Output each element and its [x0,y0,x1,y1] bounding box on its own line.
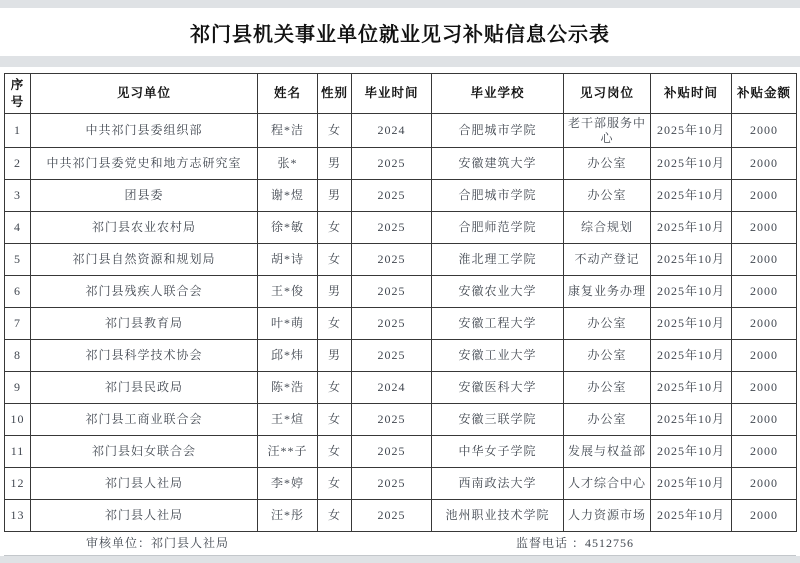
table-cell: 2025 [352,500,432,532]
column-header: 毕业学校 [432,74,564,114]
table-row [5,468,797,500]
middle-gray-strip [0,56,800,67]
table-cell: 老干部服务中心 [564,114,651,148]
table-cell: 办公室 [564,148,651,180]
table-cell: 2025 [352,180,432,212]
table-cell: 2025年10月 [651,372,732,404]
table-cell: 叶*萌 [258,308,318,340]
table-cell: 2025年10月 [651,114,732,148]
table-cell: 发展与权益部 [564,436,651,468]
table-cell: 综合规划 [564,212,651,244]
table-cell: 1 [5,114,31,148]
table-cell: 祁门县妇女联合会 [31,436,258,468]
table-cell: 祁门县教育局 [31,308,258,340]
table-cell: 女 [318,212,352,244]
table-cell: 女 [318,436,352,468]
column-header: 姓名 [258,74,318,114]
table-cell: 邱*炜 [258,340,318,372]
table-cell: 2025年10月 [651,148,732,180]
column-header: 补贴时间 [651,74,732,114]
table-cell: 徐*敏 [258,212,318,244]
table-cell: 2000 [732,114,797,148]
column-header: 毕业时间 [352,74,432,114]
table-cell: 2000 [732,308,797,340]
table-cell: 安徽建筑大学 [432,148,564,180]
table-cell: 女 [318,500,352,532]
table-cell: 3 [5,180,31,212]
table-row [5,180,797,212]
table-cell: 2025年10月 [651,276,732,308]
table-cell: 团县委 [31,180,258,212]
table-cell: 11 [5,436,31,468]
table-cell: 2000 [732,244,797,276]
table-cell: 2025 [352,436,432,468]
table-cell: 2025年10月 [651,180,732,212]
table-row [5,276,797,308]
table-cell: 安徽工程大学 [432,308,564,340]
table-cell: 8 [5,340,31,372]
table-cell: 安徽三联学院 [432,404,564,436]
top-gray-strip [0,0,800,8]
table-cell: 2000 [732,468,797,500]
table-cell: 祁门县民政局 [31,372,258,404]
table-cell: 2000 [732,500,797,532]
table-row [5,340,797,372]
table-cell: 谢*煜 [258,180,318,212]
table-header-row [5,74,797,114]
table-cell: 康复业务办理 [564,276,651,308]
table-cell: 中华女子学院 [432,436,564,468]
table-row [5,436,797,468]
table-cell: 女 [318,468,352,500]
table-row [5,114,797,148]
table-cell: 13 [5,500,31,532]
table-cell: 2024 [352,114,432,148]
table-cell: 女 [318,244,352,276]
table-cell: 汪**子 [258,436,318,468]
table-cell: 女 [318,372,352,404]
table-cell: 安徽农业大学 [432,276,564,308]
table-cell: 2025年10月 [651,500,732,532]
table-cell: 男 [318,180,352,212]
table-cell: 2025年10月 [651,340,732,372]
table-cell: 人才综合中心 [564,468,651,500]
table-cell: 女 [318,114,352,148]
table-cell: 女 [318,308,352,340]
table-row [5,212,797,244]
page-title: 祁门县机关事业单位就业见习补贴信息公示表 [190,23,610,46]
table-cell: 西南政法大学 [432,468,564,500]
table-cell: 2000 [732,212,797,244]
table-cell: 祁门县自然资源和规划局 [31,244,258,276]
table-cell: 12 [5,468,31,500]
table-cell: 安徽医科大学 [432,372,564,404]
column-header: 序号 [5,74,31,114]
table-cell: 2025年10月 [651,404,732,436]
column-header: 补贴金额 [732,74,797,114]
table-cell: 男 [318,148,352,180]
table-cell: 2025年10月 [651,436,732,468]
table-cell: 淮北理工学院 [432,244,564,276]
table-cell: 4 [5,212,31,244]
table-cell: 2025 [352,244,432,276]
table-cell: 祁门县人社局 [31,468,258,500]
title-band [0,8,800,56]
table-cell: 胡*诗 [258,244,318,276]
audit-unit-label: 审核单位：祁门县人社局 [86,536,230,550]
table-cell: 男 [318,276,352,308]
table-cell: 合肥城市学院 [432,180,564,212]
table-cell: 2025年10月 [651,212,732,244]
table-row [5,372,797,404]
column-header: 见习单位 [31,74,258,114]
table-cell: 2000 [732,340,797,372]
supervision-phone-label: 监督电话 ：4512756 [516,536,635,550]
table-cell: 王*俊 [258,276,318,308]
table-cell: 人力资源市场 [564,500,651,532]
table-cell: 祁门县农业农村局 [31,212,258,244]
table-cell: 男 [318,340,352,372]
table-cell: 祁门县残疾人联合会 [31,276,258,308]
table-cell: 中共祁门县委组织部 [31,114,258,148]
table-cell: 办公室 [564,340,651,372]
column-header: 性别 [318,74,352,114]
table-cell: 7 [5,308,31,340]
table-cell: 2025 [352,308,432,340]
table-cell: 2 [5,148,31,180]
table-row [5,404,797,436]
table-cell: 女 [318,404,352,436]
table-row [5,244,797,276]
table-cell: 池州职业技术学院 [432,500,564,532]
table-row [5,500,797,532]
table-cell: 王*煊 [258,404,318,436]
table-cell: 2025年10月 [651,244,732,276]
table-cell: 2000 [732,372,797,404]
table-cell: 2000 [732,436,797,468]
table-cell: 程*洁 [258,114,318,148]
table-cell: 2024 [352,372,432,404]
table-cell: 2000 [732,180,797,212]
table-cell: 李*婷 [258,468,318,500]
table-cell: 办公室 [564,372,651,404]
table-cell: 不动产登记 [564,244,651,276]
table-cell: 2000 [732,148,797,180]
table-cell: 2025年10月 [651,468,732,500]
table-cell: 2000 [732,404,797,436]
table-cell: 2025 [352,340,432,372]
table-cell: 祁门县科学技术协会 [31,340,258,372]
table-cell: 9 [5,372,31,404]
table-cell: 10 [5,404,31,436]
table-cell: 2000 [732,276,797,308]
table-cell: 安徽工业大学 [432,340,564,372]
table-cell: 办公室 [564,404,651,436]
table-row [5,308,797,340]
table-cell: 合肥城市学院 [432,114,564,148]
column-header: 见习岗位 [564,74,651,114]
table-cell: 办公室 [564,308,651,340]
table-cell: 2025 [352,468,432,500]
table-cell: 汪*彤 [258,500,318,532]
table-cell: 合肥师范学院 [432,212,564,244]
table-cell: 2025 [352,404,432,436]
table-footer [4,531,796,556]
table-cell: 张* [258,148,318,180]
table-cell: 祁门县人社局 [31,500,258,532]
table-cell: 2025年10月 [651,308,732,340]
bottom-gray-strip [0,556,800,563]
table-row [5,148,797,180]
table-cell: 2025 [352,148,432,180]
table-cell: 2025 [352,212,432,244]
table-cell: 祁门县工商业联合会 [31,404,258,436]
table-cell: 办公室 [564,180,651,212]
table-cell: 陈*浩 [258,372,318,404]
table-cell: 5 [5,244,31,276]
table-cell: 中共祁门县委党史和地方志研究室 [31,148,258,180]
subsidy-table [4,73,797,532]
table-cell: 6 [5,276,31,308]
table-cell: 2025 [352,276,432,308]
